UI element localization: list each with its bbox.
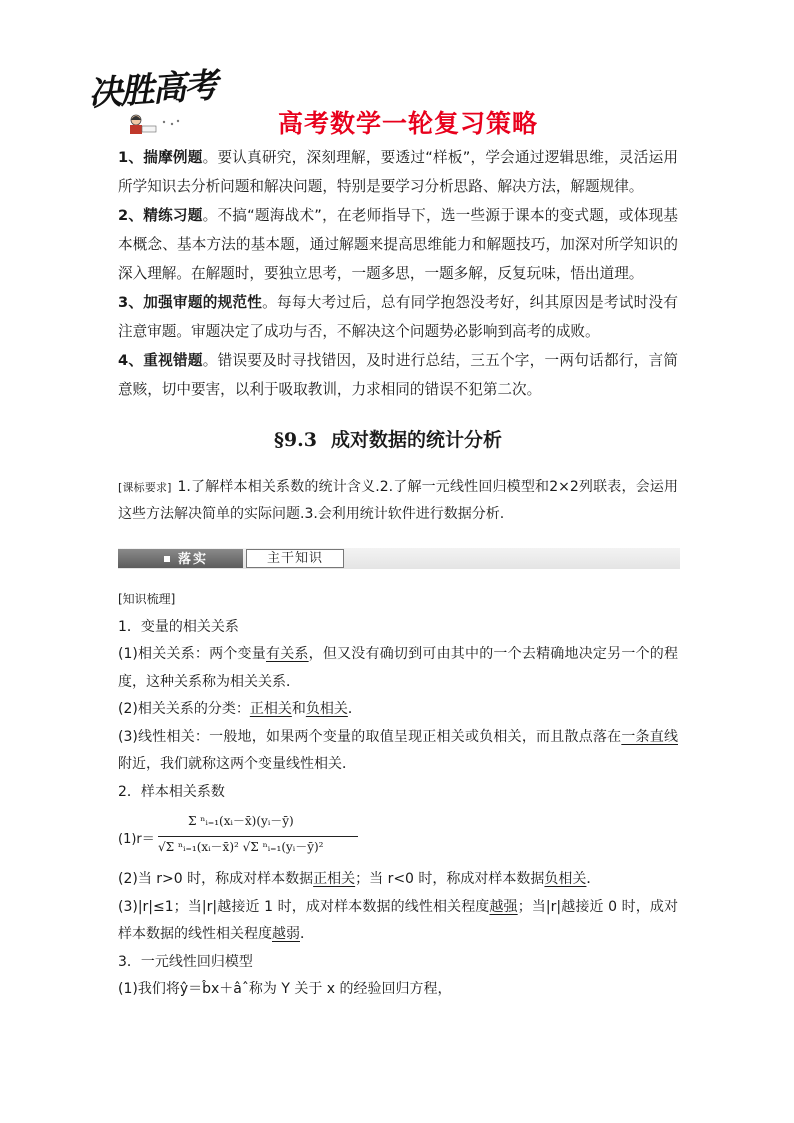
strategy-body: 。要认真研究，深刻理解，要透过“样板”，学会通过逻辑思维，灵活运用所学知识去分析问题和解决问题，特别是要学习分析思路、解决方法，解题规律。 (118, 149, 679, 195)
subheading: 1．变量的相关关系 (118, 618, 239, 635)
strategy-item (118, 288, 678, 346)
text-run: 附近，我们就称这两个变量线性相关． (118, 756, 356, 772)
strategy-lead: 4、重视错题 (118, 352, 203, 369)
underlined-term: 越强 (489, 898, 518, 915)
knowledge-section-continued (118, 866, 678, 1004)
underlined-term: 正相关 (249, 701, 292, 717)
paragraph (118, 641, 678, 696)
paragraph: (1)我们将ŷ＝b̂x＋âˆ称为 Y 关于 x 的经验回归方程， (118, 981, 452, 997)
text-run: ． (300, 926, 314, 942)
strategy-lead: 2、精练习题 (118, 207, 203, 224)
strategy-lead: 1、揣摩例题 (118, 149, 203, 166)
text-run: ． (586, 871, 601, 887)
strategy-lead: 3、加强审题的规范性 (118, 294, 263, 311)
strategy-item (118, 201, 678, 288)
banner-label: 落实 (178, 552, 209, 567)
requirements-text: 1.了解样本相关系数的统计含义.2.了解一元线性回归模型和2×2列联表，会运用这些方法解决简单的实际问题.3.会利用统计软件进行数据分析. (118, 479, 678, 522)
logo-text: 决胜高考 (87, 65, 218, 115)
text-run: ；当|r|越接近 0 时，成对样本数据的线性相关程度 (118, 898, 679, 942)
underlined-term: 一条直线 (621, 728, 678, 745)
underlined-term: 负相关 (544, 871, 587, 887)
text-run: ；当 r<0 时，称成对样本数据 (355, 871, 545, 887)
page-title: 高考数学一轮复习策略 (278, 109, 539, 138)
requirements-tag: [课标要求] (118, 481, 172, 494)
underlined-term: 越弱 (272, 926, 300, 942)
underlined-term: 有关系 (265, 646, 309, 662)
logo (88, 58, 218, 138)
banner-label-block (118, 549, 243, 568)
knowledge-section (118, 586, 678, 806)
underlined-term: 负相关 (305, 701, 348, 717)
text-run: (2)当 r>0 时，称成对样本数据 (118, 871, 314, 887)
knowledge-heading: [知识梳理] (118, 592, 176, 606)
subheading: 3．一元线性回归模型 (118, 953, 253, 970)
text-run: (2)相关关系的分类： (118, 701, 250, 717)
section-title (274, 425, 502, 452)
paragraph (118, 894, 678, 949)
underlined-term: 正相关 (313, 871, 356, 887)
paragraph (118, 696, 678, 724)
formula-lead: (1)r＝ (118, 832, 155, 847)
banner-box: 主干知识 (246, 549, 344, 568)
student-reading-icon (122, 112, 182, 136)
formula-numerator: Σ ⁿᵢ₌₁(xᵢ－x̄)(yᵢ－ȳ) (188, 814, 294, 828)
fraction-bar (158, 836, 358, 837)
text-run: (3)|r|≤1；当|r|越接近 1 时，成对样本数据的线性相关程度 (118, 898, 490, 915)
text-run: (3)线性相关：一般地，如果两个变量的取值呈现正相关或负相关，而且散点落在 (118, 728, 622, 745)
paragraph (118, 724, 678, 779)
square-bullet-icon (164, 556, 170, 562)
text-run: (1)相关关系：两个变量 (118, 646, 266, 662)
section-number: §9.3 (274, 429, 317, 451)
strategy-item (118, 143, 678, 201)
formula-denominator: √Σ ⁿᵢ₌₁(xᵢ－x̄)² √Σ ⁿᵢ₌₁(yᵢ－ȳ)² (158, 840, 324, 854)
strategy-item (118, 346, 678, 404)
subheading: 2．样本相关系数 (118, 783, 225, 800)
strategy-body: 。错误要及时寻找错因，及时进行总结，三五个字，一两句话都行，言简意赅，切中要害，以利于吸取教训，力求相同的错误不犯第二次。 (118, 352, 678, 398)
text-run: ． (347, 701, 362, 717)
text-run: 和 (291, 701, 306, 717)
correlation-formula (118, 808, 418, 866)
text-run: ，但又没有确切到可由其中的一个去精确地决定另一个的程度，这种关系称为相关关系． (118, 646, 679, 690)
strategy-body: 。不搞“题海战术”，在老师指导下，选一些源于课本的变式题，或体现基本概念、基本方法的基本题，通过解题来提高思维能力和解题技巧，加深对所学知识的深入理解。在解题时，要独立思考，一题多思，一题多解，反复玩味，悟出道理。 (118, 207, 679, 282)
section-banner (118, 548, 680, 569)
paragraph (118, 866, 678, 894)
section-name: 成对数据的统计分析 (331, 429, 503, 451)
strategy-body: 。每每大考过后，总有同学抱怨没考好，纠其原因是考试时没有注意审题。审题决定了成功与否，不解决这个问题势必影响到高考的成败。 (118, 294, 678, 340)
curriculum-requirements (118, 474, 678, 528)
strategy-list (118, 143, 678, 404)
